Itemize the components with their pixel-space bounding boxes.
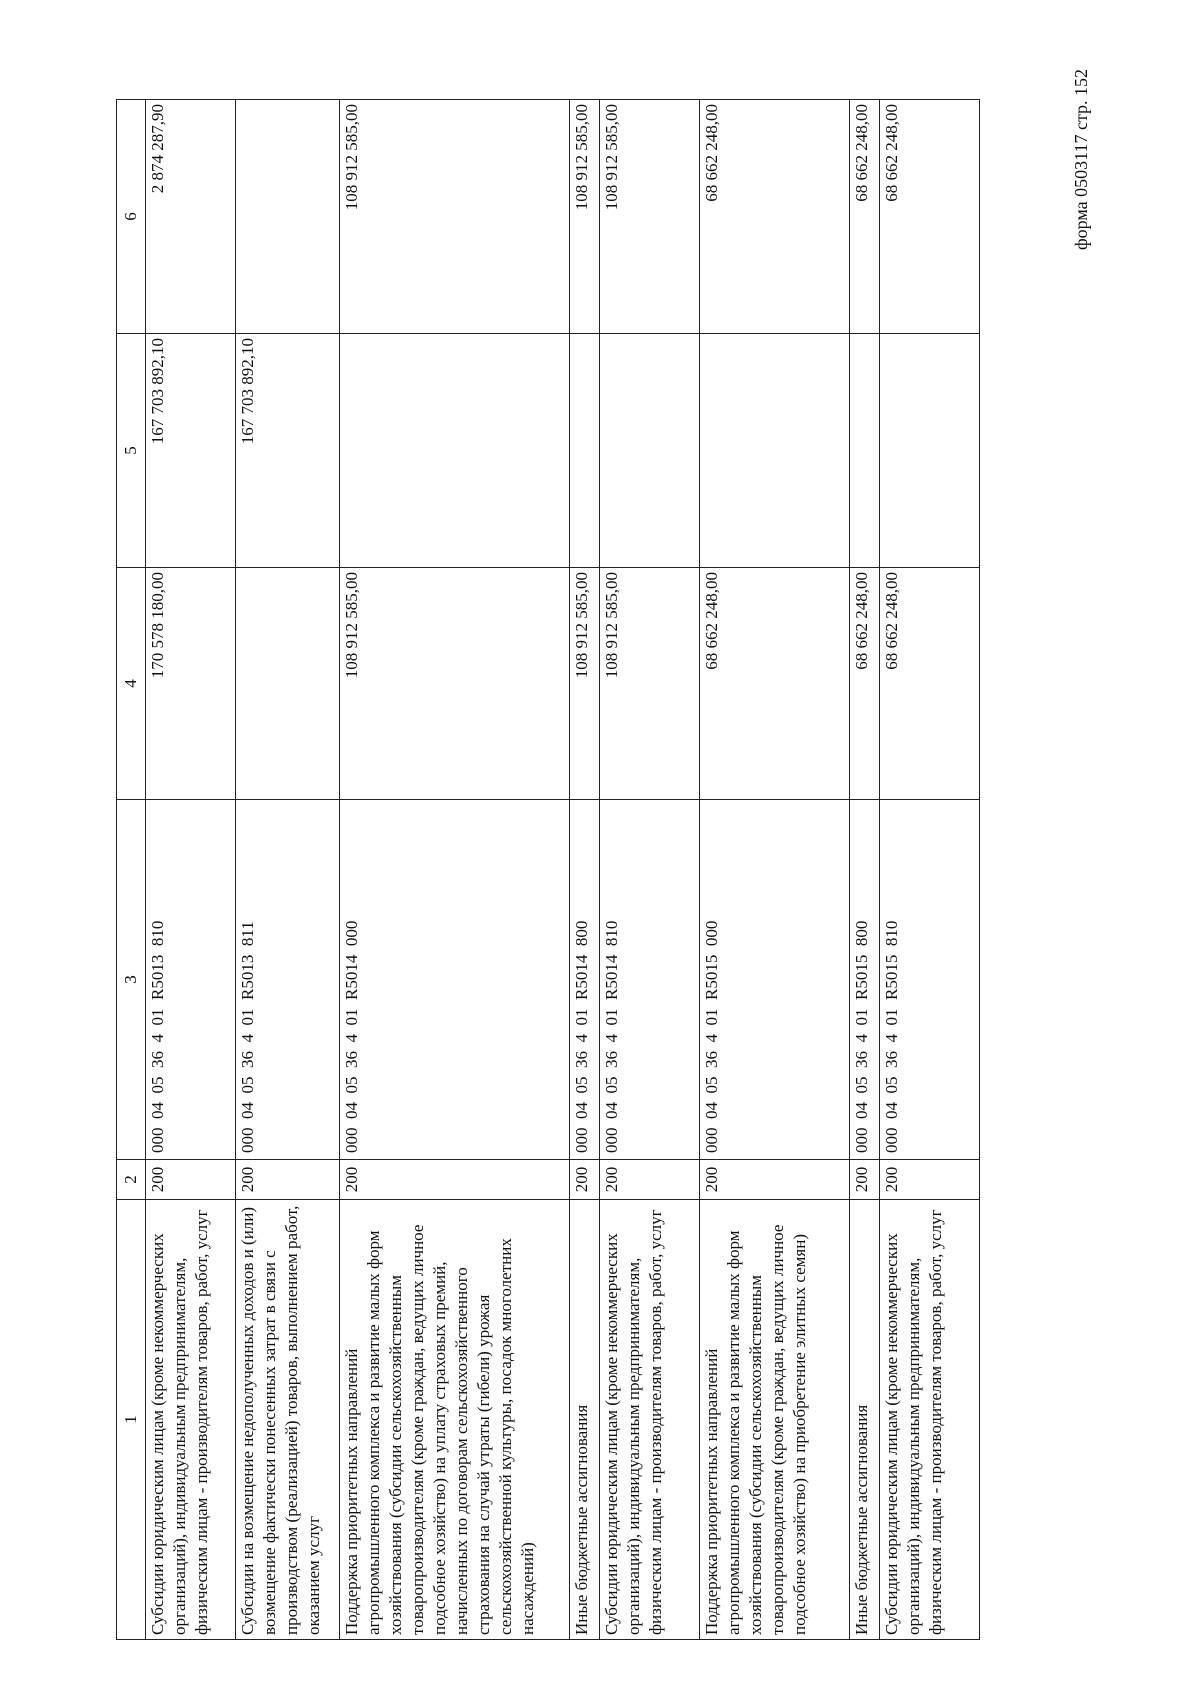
budget-table <box>116 99 980 1640</box>
row-unexecuted: 108 912 585,00 <box>570 100 600 334</box>
row-executed: 167 703 892,10 <box>146 334 236 568</box>
row-unexecuted: 108 912 585,00 <box>340 100 570 334</box>
row-line-code: 200 <box>146 1160 236 1200</box>
table-row <box>880 100 980 1640</box>
row-line-code: 200 <box>600 1160 700 1200</box>
table-row <box>850 100 880 1640</box>
row-unexecuted <box>236 100 340 334</box>
row-executed: 167 703 892,10 <box>236 334 340 568</box>
row-executed <box>340 334 570 568</box>
row-executed <box>600 334 700 568</box>
column-header: 6 <box>117 100 146 334</box>
table-row <box>700 100 850 1640</box>
row-name: Субсидии на возмещение недополученных доходов и (или) возмещение фактически понесенных затрат в связи с производством (реализацией) товаров, выполнением работ, оказанием услуг <box>236 1200 340 1640</box>
row-line-code: 200 <box>340 1160 570 1200</box>
row-unexecuted: 108 912 585,00 <box>600 100 700 334</box>
row-name: Иные бюджетные ассигнования <box>850 1200 880 1640</box>
row-approved: 170 578 180,00 <box>146 568 236 800</box>
row-executed <box>850 334 880 568</box>
row-unexecuted: 68 662 248,00 <box>880 100 980 334</box>
row-line-code: 200 <box>880 1160 980 1200</box>
row-unexecuted: 68 662 248,00 <box>850 100 880 334</box>
table-row <box>570 100 600 1640</box>
table-row <box>146 100 236 1640</box>
row-approved: 68 662 248,00 <box>880 568 980 800</box>
row-approved <box>236 568 340 800</box>
column-header: 3 <box>117 800 146 1160</box>
row-approved: 68 662 248,00 <box>850 568 880 800</box>
row-line-code: 200 <box>700 1160 850 1200</box>
row-executed <box>700 334 850 568</box>
row-budget-code: 000 04 05 36 4 01 R5013 810 <box>146 800 236 1160</box>
column-header: 2 <box>117 1160 146 1200</box>
row-budget-code: 000 04 05 36 4 01 R5014 800 <box>570 800 600 1160</box>
row-name: Иные бюджетные ассигнования <box>570 1200 600 1640</box>
row-unexecuted: 68 662 248,00 <box>700 100 850 334</box>
column-header: 4 <box>117 568 146 800</box>
row-approved: 108 912 585,00 <box>340 568 570 800</box>
column-header: 1 <box>117 1200 146 1640</box>
row-budget-code: 000 04 05 36 4 01 R5015 800 <box>850 800 880 1160</box>
row-budget-code: 000 04 05 36 4 01 R5015 810 <box>880 800 980 1160</box>
rotated-table-container <box>116 100 1076 1640</box>
row-budget-code: 000 04 05 36 4 01 R5013 811 <box>236 800 340 1160</box>
table-row <box>600 100 700 1640</box>
row-executed <box>570 334 600 568</box>
table-row <box>236 100 340 1640</box>
row-line-code: 200 <box>850 1160 880 1200</box>
row-approved: 108 912 585,00 <box>570 568 600 800</box>
row-executed <box>880 334 980 568</box>
table-row <box>340 100 570 1640</box>
row-line-code: 200 <box>570 1160 600 1200</box>
row-budget-code: 000 04 05 36 4 01 R5014 810 <box>600 800 700 1160</box>
column-header: 5 <box>117 334 146 568</box>
row-name: Субсидии юридическим лицам (кроме некоммерческих организаций), индивидуальным предпринимателям, физическим лицам - производителям товаров, работ, услуг <box>146 1200 236 1640</box>
row-budget-code: 000 04 05 36 4 01 R5014 000 <box>340 800 570 1160</box>
row-approved: 68 662 248,00 <box>700 568 850 800</box>
row-name: Поддержка приоритетных направлений агропромышленного комплекса и развитие малых форм хозяйствования (субсидии сельскохозяйственным товаропроизводителям (кроме граждан, ведущих личное подсобное хозяйство) на приобретение элитных семян) <box>700 1200 850 1640</box>
row-name: Субсидии юридическим лицам (кроме некоммерческих организаций), индивидуальным предпринимателям, физическим лицам - производителям товаров, работ, услуг <box>880 1200 980 1640</box>
row-unexecuted: 2 874 287,90 <box>146 100 236 334</box>
row-name: Субсидии юридическим лицам (кроме некоммерческих организаций), индивидуальным предпринимателям, физическим лицам - производителям товаров, работ, услуг <box>600 1200 700 1640</box>
row-name: Поддержка приоритетных направлений агропромышленного комплекса и развитие малых форм хозяйствования (субсидии сельскохозяйственным товаропроизводителям (кроме граждан, ведущих личное подсобное хозяйство) на уплату страховых премий, начисленных по договорам сельскохозяйственного страхования на случай утраты (гибели) урожая сельскохозяйственной культуры, посадок многолетних насаждений) <box>340 1200 570 1640</box>
row-budget-code: 000 04 05 36 4 01 R5015 000 <box>700 800 850 1160</box>
header-row <box>117 100 146 1640</box>
row-line-code: 200 <box>236 1160 340 1200</box>
row-approved: 108 912 585,00 <box>600 568 700 800</box>
form-page-label: форма 0503117 стр. 152 <box>1071 68 1091 250</box>
